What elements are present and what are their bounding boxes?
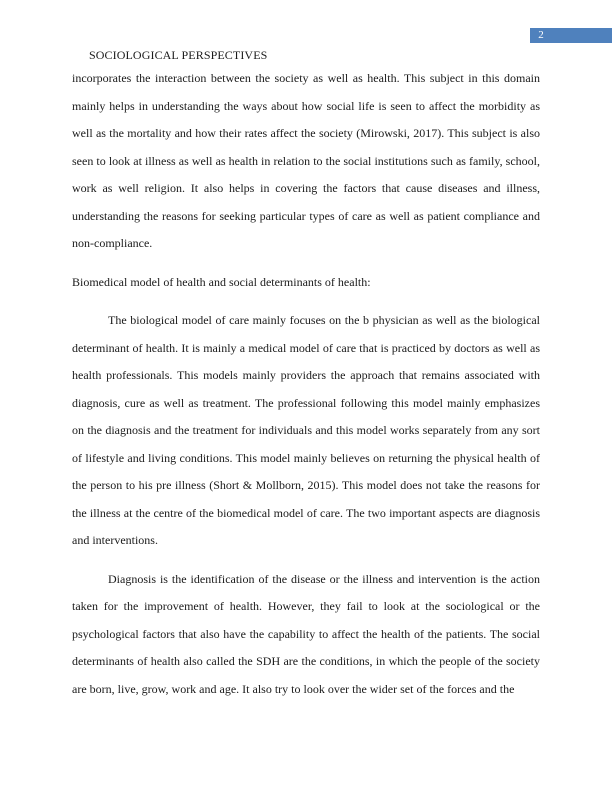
paragraph-spacer [72, 258, 540, 269]
paragraph-spacer [72, 296, 540, 307]
page-number-bar [530, 28, 612, 43]
section-heading: Biomedical model of health and social determinants of health: [72, 274, 371, 289]
paragraph-biomedical-model: The biological model of care mainly focuses on the b physician as well as the biological determinant of health. It is mainly a medical model of care that is practiced by doctors as well as health professionals. This models mainly providers the approach that remains associated with diagnosis, cure as well as treatment. The professional following this model mainly emphasizes on the diagnosis and the treatment for individuals and this model works separately from any sort of lifestyle and living conditions. This model mainly believes on returning the physical health of the person to his pre illness (Short & Mollborn, 2015). This model does not take the reasons for the illness at the centre of the biomedical model of care. The two important aspects are diagnosis and interventions. [72, 313, 540, 547]
body-text [72, 65, 540, 703]
paragraph-intro: incorporates the interaction between the society as well as health. This subject in this domain mainly helps in understanding the ways about how social life is seen to affect the morbidity as well as the mortality and how their rates affect the society (Mirowski, 2017). This subject is also seen to look at illness as well as health in relation to the social institutions such as family, school, work as well religion. It also helps in covering the factors that cause diseases and illness, understanding the reasons for seeking particular types of care as well as patient compliance and non-compliance. [72, 71, 540, 250]
running-head: SOCIOLOGICAL PERSPECTIVES [89, 48, 268, 62]
paragraph-spacer [72, 555, 540, 566]
page-number: 2 [538, 29, 544, 41]
paragraph-diagnosis: Diagnosis is the identification of the disease or the illness and intervention is the action taken for the improvement of health. However, they fail to look at the sociological or the psychological factors that also have the capability to affect the health of the patients. The social determinants of health also called the SDH are the conditions, in which the people of the society are born, live, grow, work and age. It also try to look over the wider set of the forces and the [72, 571, 540, 696]
